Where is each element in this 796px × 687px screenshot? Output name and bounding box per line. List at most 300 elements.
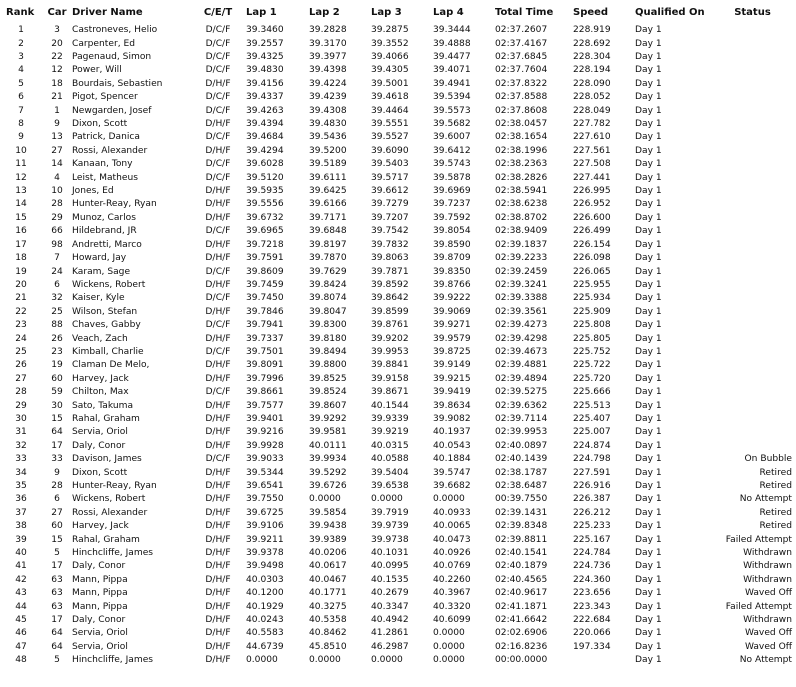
cell-rank: 34: [15, 467, 27, 478]
cell-driver-name: Veach, Zach: [72, 333, 128, 344]
cell-speed: 227.441: [573, 172, 611, 183]
cell-speed: 227.591: [573, 467, 611, 478]
cell-lap-3: 40.4942: [371, 615, 409, 626]
cell-lap-4: 39.9419: [433, 387, 471, 398]
cell-lap-3: 39.5551: [371, 119, 409, 130]
cell-speed: 225.233: [573, 521, 611, 532]
cell-status: Waved Off: [744, 628, 792, 639]
cell-car: 13: [51, 132, 63, 143]
cell-driver-name: Power, Will: [72, 65, 122, 76]
cell-car: 27: [51, 145, 63, 156]
cell-lap-1: 44.6739: [246, 641, 284, 652]
col-header-total-time: Total Time: [495, 6, 554, 18]
cell-status: [713, 212, 796, 225]
cell-cet: D/H/F: [205, 641, 231, 652]
cell-speed: 224.736: [573, 561, 611, 572]
cell-status: [713, 37, 796, 50]
cell-lap-1: 39.4394: [246, 119, 284, 130]
cell-driver-name: Pagenaud, Simon: [72, 52, 152, 63]
cell-driver-name: Kaiser, Kyle: [72, 293, 125, 304]
cell-qualified-on: Day 1: [635, 119, 662, 130]
cell-speed: 223.343: [573, 601, 611, 612]
cell-lap-2: 39.5189: [309, 159, 347, 170]
cell-car: 22: [51, 52, 63, 63]
cell-lap-4: 40.3320: [433, 601, 471, 612]
table-row: [0, 440, 796, 453]
cell-qualified-on: Day 1: [635, 427, 662, 438]
cell-qualified-on: Day 1: [635, 333, 662, 344]
cell-speed: 224.784: [573, 548, 611, 559]
table-row: [0, 239, 796, 252]
cell-rank: 13: [15, 186, 27, 197]
cell-driver-name: Daly, Conor: [72, 615, 126, 626]
table-row: [0, 292, 796, 305]
cell-lap-2: 40.0206: [309, 548, 347, 559]
cell-lap-3: 46.2987: [371, 641, 409, 652]
cell-driver-name: Hinchcliffe, James: [72, 548, 154, 559]
cell-qualified-on: Day 1: [635, 78, 662, 89]
cell-total-time: 02:39.8811: [495, 534, 548, 545]
cell-lap-2: 39.8074: [309, 293, 347, 304]
cell-car: 17: [51, 615, 63, 626]
cell-lap-3: 0.0000: [371, 655, 403, 666]
cell-lap-4: 40.0065: [433, 521, 471, 532]
cell-rank: 48: [15, 655, 27, 666]
cell-lap-2: 39.4830: [309, 119, 347, 130]
cell-lap-1: 39.4684: [246, 132, 284, 143]
cell-car: 64: [51, 628, 63, 639]
cell-speed: 228.049: [573, 105, 611, 116]
cell-status: [713, 51, 796, 64]
table-row: [0, 145, 796, 158]
table-row: [0, 64, 796, 77]
cell-rank: 19: [15, 266, 27, 277]
cell-lap-2: 39.4398: [309, 65, 347, 76]
cell-total-time: 00:00.0000: [495, 655, 548, 666]
cell-total-time: 02:38.0457: [495, 119, 548, 130]
cell-lap-3: 40.1544: [371, 400, 409, 411]
cell-lap-1: 39.6732: [246, 212, 284, 223]
cell-lap-2: 45.8510: [309, 641, 347, 652]
cell-lap-1: 39.4325: [246, 52, 284, 63]
cell-lap-3: 40.0588: [371, 454, 409, 465]
cell-status: Waved Off: [744, 641, 792, 652]
cell-lap-1: 39.7450: [246, 293, 284, 304]
cell-lap-3: 40.1535: [371, 574, 409, 585]
cell-total-time: 02:38.6487: [495, 481, 548, 492]
cell-lap-2: 39.6111: [309, 172, 347, 183]
cell-rank: 29: [15, 400, 27, 411]
table-row: [0, 37, 796, 50]
cell-lap-3: 39.4618: [371, 92, 409, 103]
cell-speed: 226.212: [573, 507, 611, 518]
table-row: [0, 104, 796, 117]
cell-lap-4: 39.5743: [433, 159, 471, 170]
cell-lap-2: 39.8197: [309, 239, 347, 250]
cell-car: 12: [51, 65, 63, 76]
cell-status: [713, 158, 796, 171]
cell-lap-1: 39.7459: [246, 279, 284, 290]
cell-lap-1: 39.8609: [246, 266, 284, 277]
cell-lap-2: 39.7629: [309, 266, 347, 277]
cell-lap-2: 39.5854: [309, 507, 347, 518]
cell-status: Withdrawn: [743, 574, 792, 585]
cell-cet: D/H/F: [205, 253, 231, 264]
cell-lap-4: 40.0926: [433, 548, 471, 559]
cell-lap-4: 39.5747: [433, 467, 471, 478]
cell-driver-name: Dixon, Scott: [72, 467, 128, 478]
cell-cet: D/C/F: [205, 454, 231, 465]
cell-qualified-on: Day 1: [635, 279, 662, 290]
col-header-cet: C/E/T: [203, 6, 233, 18]
table-row: [0, 171, 796, 184]
cell-qualified-on: Day 1: [635, 253, 662, 264]
cell-qualified-on: Day 1: [635, 186, 662, 197]
cell-car: 17: [51, 561, 63, 572]
cell-lap-2: 39.4239: [309, 92, 347, 103]
cell-lap-2: 39.9934: [309, 454, 347, 465]
cell-car: 66: [51, 226, 63, 237]
cell-car: 9: [54, 467, 60, 478]
cell-status: [713, 399, 796, 412]
cell-total-time: 02:02.6906: [495, 628, 548, 639]
cell-driver-name: Bourdais, Sebastien: [72, 78, 163, 89]
table-row: [0, 225, 796, 238]
cell-total-time: 02:40.9617: [495, 588, 548, 599]
cell-driver-name: Mann, Pippa: [72, 574, 128, 585]
cell-driver-name: Carpenter, Ed: [72, 38, 135, 49]
cell-lap-1: 39.4294: [246, 145, 284, 156]
col-header-lap-2: Lap 2: [309, 6, 340, 18]
cell-lap-1: 39.7591: [246, 253, 284, 264]
cell-lap-3: 39.9219: [371, 427, 409, 438]
cell-rank: 11: [15, 159, 27, 170]
cell-rank: 18: [15, 253, 27, 264]
cell-status: [713, 104, 796, 117]
table-row: [0, 399, 796, 412]
cell-qualified-on: Day 1: [635, 507, 662, 518]
cell-speed: 225.722: [573, 360, 611, 371]
cell-rank: 35: [15, 481, 27, 492]
cell-lap-4: 39.6007: [433, 132, 471, 143]
cell-lap-1: 40.5583: [246, 628, 284, 639]
cell-qualified-on: Day 1: [635, 387, 662, 398]
cell-lap-1: 39.7218: [246, 239, 284, 250]
cell-driver-name: Davison, James: [72, 454, 142, 465]
table-row: [0, 600, 796, 613]
cell-lap-3: 39.4464: [371, 105, 409, 116]
cell-driver-name: Leist, Matheus: [72, 172, 138, 183]
cell-rank: 40: [15, 548, 27, 559]
cell-lap-1: 39.6725: [246, 507, 284, 518]
cell-lap-4: 0.0000: [433, 641, 465, 652]
cell-cet: D/C/F: [205, 92, 231, 103]
cell-car: 88: [51, 320, 63, 331]
cell-lap-1: 39.7941: [246, 320, 284, 331]
cell-lap-4: 39.6412: [433, 145, 471, 156]
header-row: [0, 0, 796, 24]
cell-car: 15: [51, 534, 63, 545]
cell-qualified-on: Day 1: [635, 601, 662, 612]
cell-cet: D/H/F: [205, 373, 231, 384]
table-row: [0, 332, 796, 345]
cell-status: Withdrawn: [743, 615, 792, 626]
cell-rank: 37: [15, 507, 27, 518]
cell-status: No Attempt: [739, 494, 792, 505]
cell-rank: 24: [15, 333, 27, 344]
cell-lap-4: 39.6682: [433, 481, 471, 492]
cell-total-time: 02:38.8702: [495, 212, 548, 223]
cell-driver-name: Wilson, Stefan: [72, 306, 138, 317]
cell-speed: 227.508: [573, 159, 611, 170]
cell-speed: 225.752: [573, 346, 611, 357]
cell-status: [713, 252, 796, 265]
table-row: [0, 265, 796, 278]
cell-total-time: 02:38.5941: [495, 186, 548, 197]
cell-rank: 21: [15, 293, 27, 304]
cell-total-time: 02:38.2363: [495, 159, 548, 170]
cell-lap-2: 39.9581: [309, 427, 347, 438]
col-header-rank: Rank: [6, 6, 35, 18]
cell-rank: 27: [15, 373, 27, 384]
cell-status: [713, 225, 796, 238]
cell-status: [713, 440, 796, 453]
cell-speed: 225.934: [573, 293, 611, 304]
cell-lap-1: 39.6541: [246, 481, 284, 492]
cell-rank: 36: [15, 494, 27, 505]
cell-lap-1: 0.0000: [246, 655, 278, 666]
cell-lap-3: 39.6538: [371, 481, 409, 492]
cell-lap-2: 39.5200: [309, 145, 347, 156]
cell-lap-4: 39.4888: [433, 38, 471, 49]
table-row: [0, 118, 796, 131]
cell-cet: D/H/F: [205, 239, 231, 250]
cell-total-time: 02:39.4298: [495, 333, 548, 344]
cell-cet: D/C/F: [205, 293, 231, 304]
cell-lap-3: 39.8761: [371, 320, 409, 331]
cell-cet: D/H/F: [205, 494, 231, 505]
col-header-lap-4: Lap 4: [433, 6, 464, 18]
cell-lap-3: 39.2875: [371, 25, 409, 36]
cell-total-time: 02:37.4167: [495, 38, 548, 49]
cell-total-time: 02:39.2233: [495, 253, 548, 264]
cell-lap-1: 40.0303: [246, 574, 284, 585]
cell-lap-4: 40.6099: [433, 615, 471, 626]
table-row: [0, 627, 796, 640]
cell-car: 60: [51, 373, 63, 384]
cell-lap-2: 39.8424: [309, 279, 347, 290]
cell-lap-3: 39.4066: [371, 52, 409, 63]
cell-lap-4: 39.8054: [433, 226, 471, 237]
cell-lap-4: 39.6969: [433, 186, 471, 197]
cell-car: 6: [54, 494, 60, 505]
cell-lap-3: 39.9202: [371, 333, 409, 344]
cell-total-time: 02:39.1431: [495, 507, 548, 518]
cell-lap-1: 39.9106: [246, 521, 284, 532]
cell-cet: D/C/F: [205, 320, 231, 331]
cell-speed: 228.052: [573, 92, 611, 103]
table-row: [0, 507, 796, 520]
cell-total-time: 02:37.8608: [495, 105, 548, 116]
cell-speed: 225.666: [573, 387, 611, 398]
cell-total-time: 02:39.4673: [495, 346, 548, 357]
cell-cet: D/H/F: [205, 507, 231, 518]
cell-qualified-on: Day 1: [635, 641, 662, 652]
cell-status: [713, 332, 796, 345]
cell-car: 3: [54, 25, 60, 36]
cell-qualified-on: Day 1: [635, 521, 662, 532]
cell-lap-2: 40.0467: [309, 574, 347, 585]
table-row: [0, 547, 796, 560]
cell-rank: 22: [15, 306, 27, 317]
cell-driver-name: Rahal, Graham: [72, 534, 140, 545]
cell-qualified-on: Day 1: [635, 494, 662, 505]
cell-qualified-on: Day 1: [635, 454, 662, 465]
cell-cet: D/C/F: [205, 132, 231, 143]
cell-total-time: 02:40.4565: [495, 574, 548, 585]
cell-cet: D/C/F: [205, 65, 231, 76]
cell-lap-2: 39.3170: [309, 38, 347, 49]
cell-status: On Bubble: [744, 454, 792, 465]
cell-status: [713, 91, 796, 104]
cell-total-time: 02:39.3241: [495, 279, 548, 290]
cell-lap-2: 39.4308: [309, 105, 347, 116]
cell-lap-1: 39.6028: [246, 159, 284, 170]
cell-rank: 3: [18, 52, 24, 63]
cell-car: 32: [51, 293, 63, 304]
cell-rank: 12: [15, 172, 27, 183]
cell-car: 7: [54, 253, 60, 264]
cell-car: 30: [51, 400, 63, 411]
table-row: [0, 279, 796, 292]
cell-lap-3: 39.7279: [371, 199, 409, 210]
cell-lap-2: 39.2828: [309, 25, 347, 36]
table-row: [0, 198, 796, 211]
table-row: [0, 453, 796, 466]
cell-status: [713, 118, 796, 131]
cell-lap-3: 39.5717: [371, 172, 409, 183]
cell-lap-3: 39.8841: [371, 360, 409, 371]
cell-rank: 26: [15, 360, 27, 371]
cell-driver-name: Harvey, Jack: [72, 521, 129, 532]
cell-speed: 226.098: [573, 253, 611, 264]
cell-rank: 39: [15, 534, 27, 545]
cell-rank: 15: [15, 212, 27, 223]
cell-speed: 225.007: [573, 427, 611, 438]
cell-total-time: 02:38.1654: [495, 132, 548, 143]
cell-lap-1: 39.3460: [246, 25, 284, 36]
cell-rank: 2: [18, 38, 24, 49]
cell-lap-3: 40.0995: [371, 561, 409, 572]
cell-qualified-on: Day 1: [635, 400, 662, 411]
cell-qualified-on: Day 1: [635, 212, 662, 223]
cell-status: [713, 78, 796, 91]
cell-driver-name: Daly, Conor: [72, 440, 126, 451]
cell-lap-2: 39.6726: [309, 481, 347, 492]
cell-car: 21: [51, 92, 63, 103]
cell-qualified-on: Day 1: [635, 92, 662, 103]
cell-lap-2: 40.0617: [309, 561, 347, 572]
cell-lap-1: 39.5120: [246, 172, 284, 183]
cell-cet: D/H/F: [205, 279, 231, 290]
cell-driver-name: Pigot, Spencer: [72, 92, 138, 103]
cell-cet: D/H/F: [205, 145, 231, 156]
cell-driver-name: Munoz, Carlos: [72, 212, 136, 223]
cell-driver-name: Servia, Oriol: [72, 427, 128, 438]
cell-cet: D/C/F: [205, 226, 231, 237]
cell-status: [713, 373, 796, 386]
cell-status: [713, 306, 796, 319]
cell-lap-3: 39.8671: [371, 387, 409, 398]
cell-qualified-on: Day 1: [635, 615, 662, 626]
table-row: [0, 574, 796, 587]
cell-car: 60: [51, 521, 63, 532]
cell-qualified-on: Day 1: [635, 360, 662, 371]
table-row: [0, 480, 796, 493]
table-row: [0, 252, 796, 265]
cell-rank: 41: [15, 561, 27, 572]
cell-cet: D/H/F: [205, 119, 231, 130]
cell-car: 29: [51, 212, 63, 223]
cell-rank: 25: [15, 346, 27, 357]
cell-total-time: 02:39.7114: [495, 413, 548, 424]
cell-lap-4: 40.0473: [433, 534, 471, 545]
cell-status: [713, 426, 796, 439]
cell-total-time: 02:16.8236: [495, 641, 548, 652]
cell-status: [713, 346, 796, 359]
cell-lap-2: 0.0000: [309, 655, 341, 666]
cell-cet: D/H/F: [205, 534, 231, 545]
cell-car: 20: [51, 38, 63, 49]
cell-total-time: 02:40.0897: [495, 440, 548, 451]
cell-status: Retired: [759, 467, 792, 478]
cell-rank: 4: [18, 65, 24, 76]
cell-total-time: 02:40.1541: [495, 548, 548, 559]
cell-rank: 45: [15, 615, 27, 626]
cell-driver-name: Dixon, Scott: [72, 119, 128, 130]
cell-lap-2: 40.1771: [309, 588, 347, 599]
cell-cet: D/C/F: [205, 266, 231, 277]
cell-car: 64: [51, 427, 63, 438]
cell-lap-3: 39.8592: [371, 279, 409, 290]
table-header: [0, 0, 796, 24]
cell-qualified-on: Day 1: [635, 226, 662, 237]
cell-total-time: 02:37.8322: [495, 78, 548, 89]
cell-qualified-on: Day 1: [635, 159, 662, 170]
cell-lap-2: 39.8300: [309, 320, 347, 331]
cell-lap-1: 39.8091: [246, 360, 284, 371]
cell-driver-name: Servia, Oriol: [72, 628, 128, 639]
cell-speed: [573, 654, 635, 667]
cell-status: [713, 239, 796, 252]
cell-qualified-on: Day 1: [635, 440, 662, 451]
cell-speed: 225.909: [573, 306, 611, 317]
cell-lap-1: 39.7501: [246, 346, 284, 357]
cell-status: [713, 319, 796, 332]
cell-driver-name: Mann, Pippa: [72, 601, 128, 612]
cell-total-time: 02:38.1996: [495, 145, 548, 156]
cell-cet: D/H/F: [205, 467, 231, 478]
cell-rank: 7: [18, 105, 24, 116]
cell-total-time: 02:39.9953: [495, 427, 548, 438]
cell-car: 28: [51, 481, 63, 492]
cell-car: 63: [51, 601, 63, 612]
cell-status: [713, 279, 796, 292]
cell-lap-4: 40.2260: [433, 574, 471, 585]
cell-status: [713, 198, 796, 211]
cell-lap-2: 0.0000: [309, 494, 341, 505]
cell-car: 59: [51, 387, 63, 398]
